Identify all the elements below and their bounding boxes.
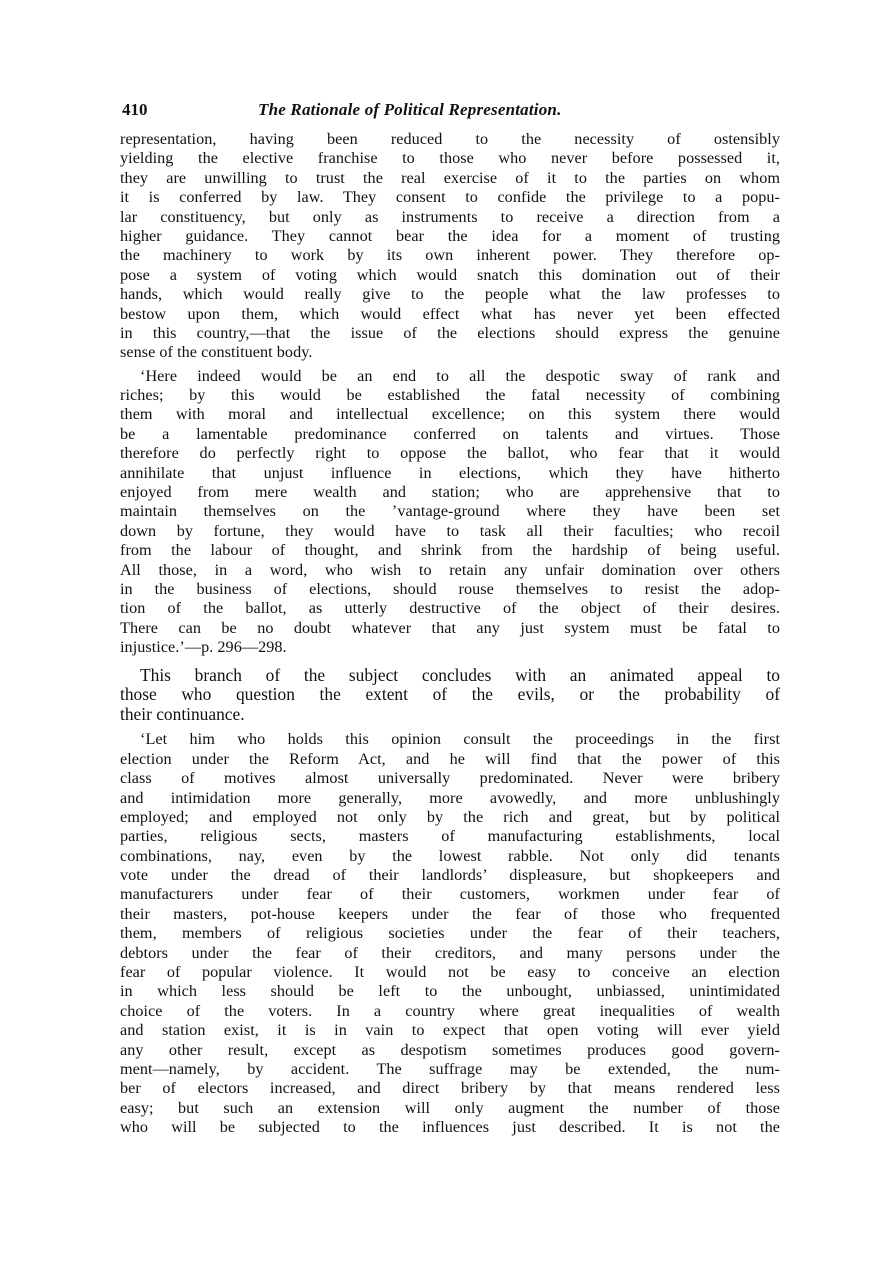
text-line: ‘Let him who holds this opinion consult the proceedings in the first [140, 730, 780, 749]
text-line: parties, religious sects, masters of manufacturing establishments, local [120, 827, 780, 846]
text-line: ment—namely, by accident. The suffrage may be extended, the num- [120, 1059, 780, 1078]
text-line: manufacturers under fear of their customers, workmen under fear of [120, 885, 780, 904]
text-line: higher guidance. They cannot bear the idea for a moment of trusting [120, 226, 780, 245]
running-head [120, 100, 780, 126]
text-line: from the labour of thought, and shrink from the hardship of being useful. [120, 541, 780, 560]
text-line: ber of electors increased, and direct bribery by that means rendered less [120, 1079, 780, 1098]
text-line: choice of the voters. In a country where great inequalities of wealth [120, 1001, 780, 1020]
text-line: therefore do perfectly right to oppose the ballot, who fear that it would [120, 444, 780, 463]
text-line: This branch of the subject concludes with an animated appeal to [140, 664, 780, 685]
text-line: hands, which would really give to the people what the law professes to [120, 285, 780, 304]
text-line: annihilate that unjust influence in elections, which they have hitherto [120, 463, 780, 482]
text-line: who will be subjected to the influences just described. It is not the [120, 1118, 780, 1137]
text-line: and station exist, it is in vain to expect that open voting will ever yield [120, 1021, 780, 1040]
text-line: tion of the ballot, as utterly destructive of the object of their desires. [120, 599, 780, 618]
paragraph-body [120, 666, 780, 725]
paragraph-quote-continuation [120, 130, 780, 363]
book-page [120, 100, 780, 1138]
text-line: lar constituency, but only as instruments to receive a direction from a [120, 207, 780, 226]
text-line: the machinery to work by its own inherent power. They therefore op- [120, 246, 780, 265]
text-line: in which less should be left to the unbought, unbiassed, unintimidated [120, 982, 780, 1001]
text-line: them, members of religious societies under the fear of their teachers, [120, 924, 780, 943]
text-line: ‘Here indeed would be an end to all the despotic sway of rank and [140, 366, 780, 385]
paragraph-quote [120, 367, 780, 658]
text-line: their masters, pot-house keepers under the fear of those who frequented [120, 904, 780, 923]
text-line: those who question the extent of the evils, or the probability of [120, 684, 780, 705]
text-line: and intimidation more generally, more avowedly, and more unblushingly [120, 788, 780, 807]
text-line: combinations, nay, even by the lowest rabble. Not only did tenants [120, 846, 780, 865]
text-line: debtors under the fear of their creditors, and many persons under the [120, 943, 780, 962]
text-line: fear of popular violence. It would not be easy to conceive an election [120, 963, 780, 982]
text-line: in the business of elections, should rouse themselves to resist the adop- [120, 579, 780, 598]
text-line: representation, having been reduced to the necessity of ostensibly [120, 130, 780, 148]
text-line: them with moral and intellectual excellence; on this system there would [120, 405, 780, 424]
text-line: riches; by this would be established the fatal necessity of combining [120, 386, 780, 405]
text-line: employed; and employed not only by the rich and great, but by political [120, 807, 780, 826]
text-line: pose a system of voting which would snatch this domination out of their [120, 265, 780, 284]
page-number: 410 [122, 100, 148, 119]
text-line: There can be no doubt whatever that any just system must be fatal to [120, 618, 780, 637]
text-line: bestow upon them, which would effect what has never yet been effected [120, 304, 780, 323]
text-line: easy; but such an extension will only augment the number of those [120, 1098, 780, 1117]
text-line: sense of the constituent body. [120, 343, 313, 362]
text-line: vote under the dread of their landlords’ displeasure, but shopkeepers and [120, 866, 780, 885]
text-line: maintain themselves on the ’vantage-ground where they have been set [120, 502, 780, 521]
text-line: class of motives almost universally predominated. Never were bribery [120, 769, 780, 788]
text-line: down by fortune, they would have to task all their faculties; who recoil [120, 521, 780, 540]
text-line: it is conferred by law. They consent to confide the privilege to a popu- [120, 188, 780, 207]
text-line: yielding the elective franchise to those who never before possessed it, [120, 149, 780, 168]
text-line: their continuance. [120, 703, 245, 724]
text-line: be a lamentable predominance conferred on talents and virtues. Those [120, 424, 780, 443]
text-line: any other result, except as despotism sometimes produces good govern- [120, 1040, 780, 1059]
running-title: The Rationale of Political Representation. [258, 100, 562, 119]
text-line: enjoyed from mere wealth and station; who are apprehensive that to [120, 483, 780, 502]
text-line: they are unwilling to trust the real exercise of it to the parties on whom [120, 168, 780, 187]
text-line: in this country,—that the issue of the elections should express the genuine [120, 323, 780, 342]
paragraph-quote [120, 730, 780, 1137]
citation-line: injustice.’—p. 296—298. [120, 638, 287, 657]
text-line: All those, in a word, who wish to retain any unfair domination over others [120, 560, 780, 579]
text-line: election under the Reform Act, and he will find that the power of this [120, 749, 780, 768]
